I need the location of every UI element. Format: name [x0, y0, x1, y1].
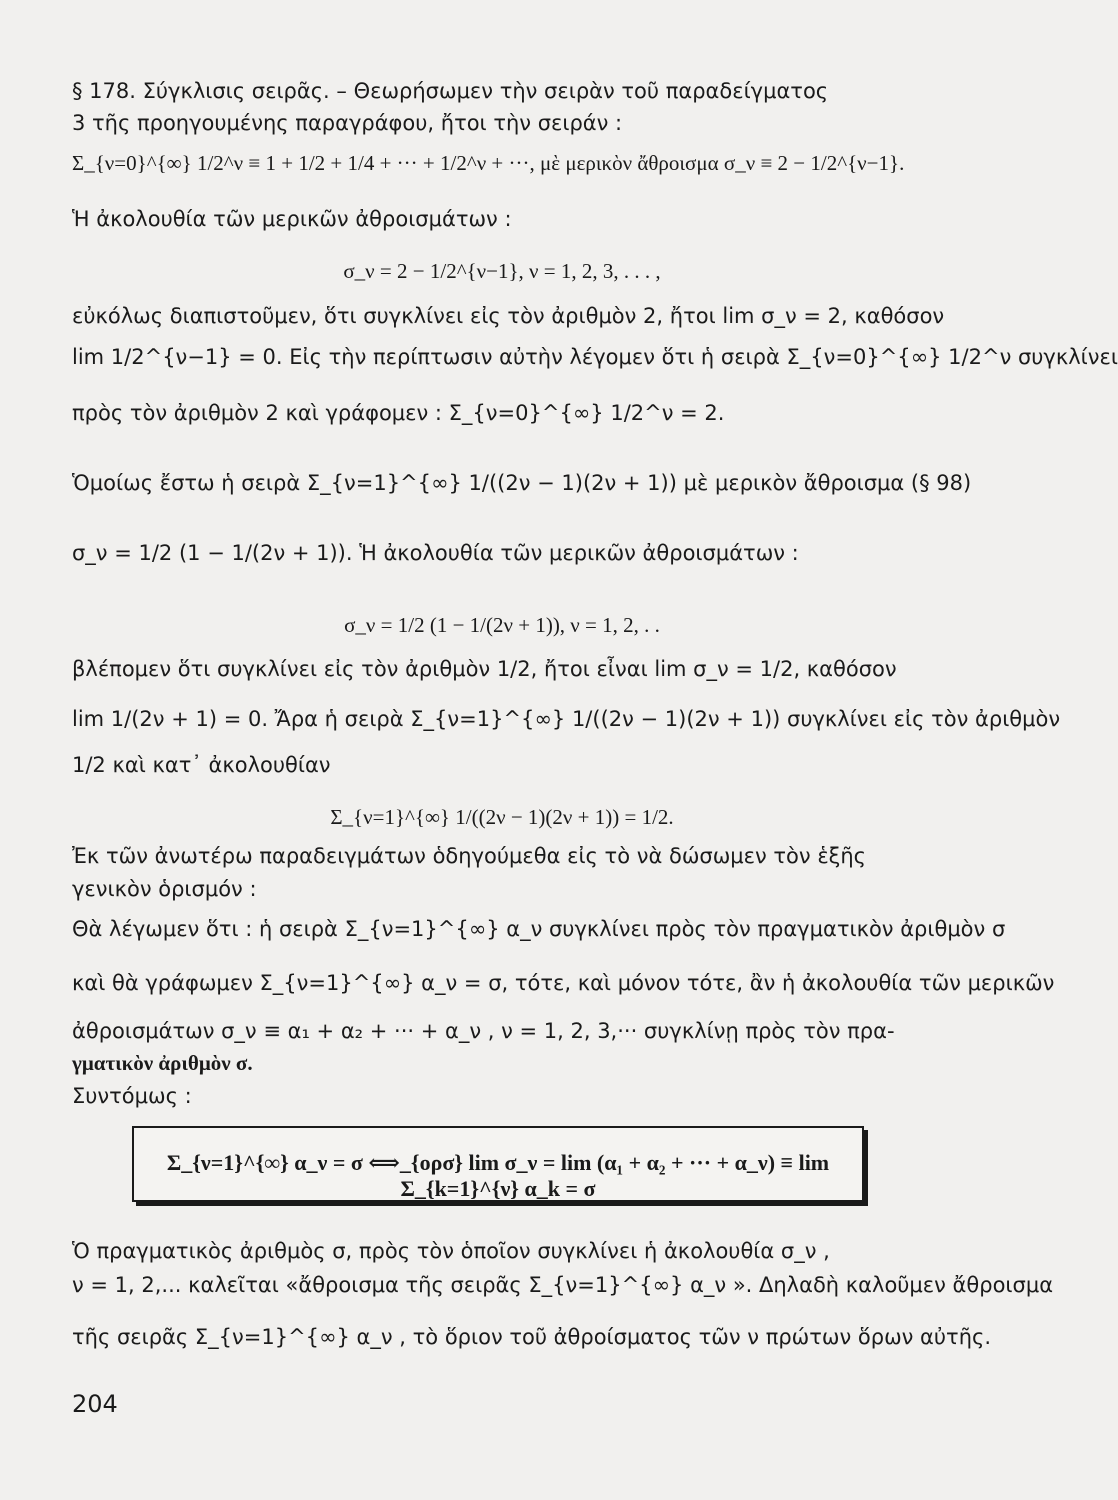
- formula-line: Σ_{ν=0}^{∞} 1/2^ν ≡ 1 + 1/2 + 1/4 + ··· + 1/2^ν + ···, μὲ μερικὸν ἄθροισμα σ_ν ≡ 2 − 1/2^{ν−1}.: [72, 151, 905, 175]
- text-line: Συντόμως :: [72, 1084, 192, 1108]
- definition-line: γματικὸν ἀριθμὸν σ.: [72, 1051, 253, 1075]
- text-line: πρὸς τὸν ἀριθμὸν 2 καὶ γράφομεν : Σ_{ν=0}^{∞} 1/2^ν = 2.: [72, 401, 725, 425]
- text-line: βλέπομεν ὅτι συγκλίνει εἰς τὸν ἀριθμὸν 1/2, ἤτοι εἶναι lim σ_ν = 1/2, καθόσον: [72, 657, 897, 681]
- text-line: ν = 1, 2,... καλεῖται «ἄθροισμα τῆς σειρᾶς Σ_{ν=1}^{∞} α_ν ». Δηλαδὴ καλοῦμεν ἄθροισμα: [72, 1273, 1054, 1297]
- definition-line: ἀθροισμάτων σ_ν ≡ α₁ + α₂ + ··· + α_ν , ν = 1, 2, 3,··· συγκλίνῃ πρὸς τὸν πρα-: [72, 1019, 895, 1043]
- boxed-formula: [132, 1126, 864, 1202]
- text-line: lim 1/2^{ν−1} = 0. Εἰς τὴν περίπτωσιν αὐτὴν λέγομεν ὅτι ἡ σειρὰ Σ_{ν=0}^{∞} 1/2^ν συγκλίνει: [72, 345, 1118, 369]
- definition-line: Θὰ λέγωμεν ὅτι : ἡ σειρὰ Σ_{ν=1}^{∞} α_ν συγκλίνει πρὸς τὸν πραγματικὸν ἀριθμὸν σ: [72, 917, 1006, 941]
- text-line: γενικὸν ὁρισμόν :: [72, 877, 257, 901]
- box-formula-text: Σ_{ν=1}^{∞} α_ν = σ ⟺_{ορσ} lim σ_ν = lim (α₁ + α₂ + ··· + α_ν) ≡ lim Σ_{k=1}^{ν} α_k = σ: [166, 1150, 830, 1201]
- text-line: Ὁ πραγματικὸς ἀριθμὸς σ, πρὸς τὸν ὁποῖον συγκλίνει ἡ ἀκολουθία σ_ν ,: [72, 1239, 830, 1263]
- text-line: Ἡ ἀκολουθία τῶν μερικῶν ἀθροισμάτων :: [72, 207, 512, 231]
- formula-line: σ_ν = 2 − 1/2^{ν−1}, ν = 1, 2, 3, . . . ,: [343, 259, 661, 283]
- definition-line: καὶ θὰ γράφωμεν Σ_{ν=1}^{∞} α_ν = σ, τότε, καὶ μόνον τότε, ἂν ἡ ἀκολουθία τῶν μερικῶν: [72, 971, 1055, 995]
- page-number: 204: [72, 1390, 118, 1418]
- text-line: Ὁμοίως ἔστω ἡ σειρὰ Σ_{ν=1}^{∞} 1/((2ν − 1)(2ν + 1)) μὲ μερικὸν ἄθροισμα (§ 98): [72, 471, 972, 495]
- formula-line: σ_ν = 1/2 (1 − 1/(2ν + 1)), ν = 1, 2, . .: [344, 613, 660, 637]
- text-line: σ_ν = 1/2 (1 − 1/(2ν + 1)). Ἡ ἀκολουθία τῶν μερικῶν ἀθροισμάτων :: [72, 541, 799, 565]
- text-line: 3 τῆς προηγουμένης παραγράφου, ἤτοι τὴν σειράν :: [72, 111, 623, 135]
- text-line: Ἐκ τῶν ἀνωτέρω παραδειγμάτων ὁδηγούμεθα εἰς τὸ νὰ δώσωμεν τὸν ἑξῆς: [72, 844, 867, 868]
- formula-line: Σ_{ν=1}^{∞} 1/((2ν − 1)(2ν + 1)) = 1/2.: [330, 805, 674, 829]
- text-line: lim 1/(2ν + 1) = 0. Ἄρα ἡ σειρὰ Σ_{ν=1}^{∞} 1/((2ν − 1)(2ν + 1)) συγκλίνει εἰς τὸν ἀριθμὸν: [72, 707, 1061, 731]
- text-line: εὐκόλως διαπιστοῦμεν, ὅτι συγκλίνει εἰς τὸν ἀριθμὸν 2, ἤτοι lim σ_ν = 2, καθόσον: [72, 304, 945, 328]
- text-line: 1/2 καὶ κατ᾽ ἀκολουθίαν: [72, 753, 331, 777]
- section-heading-line: § 178. Σύγκλισις σειρᾶς. – Θεωρήσωμεν τὴν σειρὰν τοῦ παραδείγματος: [72, 79, 829, 103]
- text-line: τῆς σειρᾶς Σ_{ν=1}^{∞} α_ν , τὸ ὅριον τοῦ ἀθροίσματος τῶν ν πρώτων ὅρων αὐτῆς.: [72, 1325, 992, 1349]
